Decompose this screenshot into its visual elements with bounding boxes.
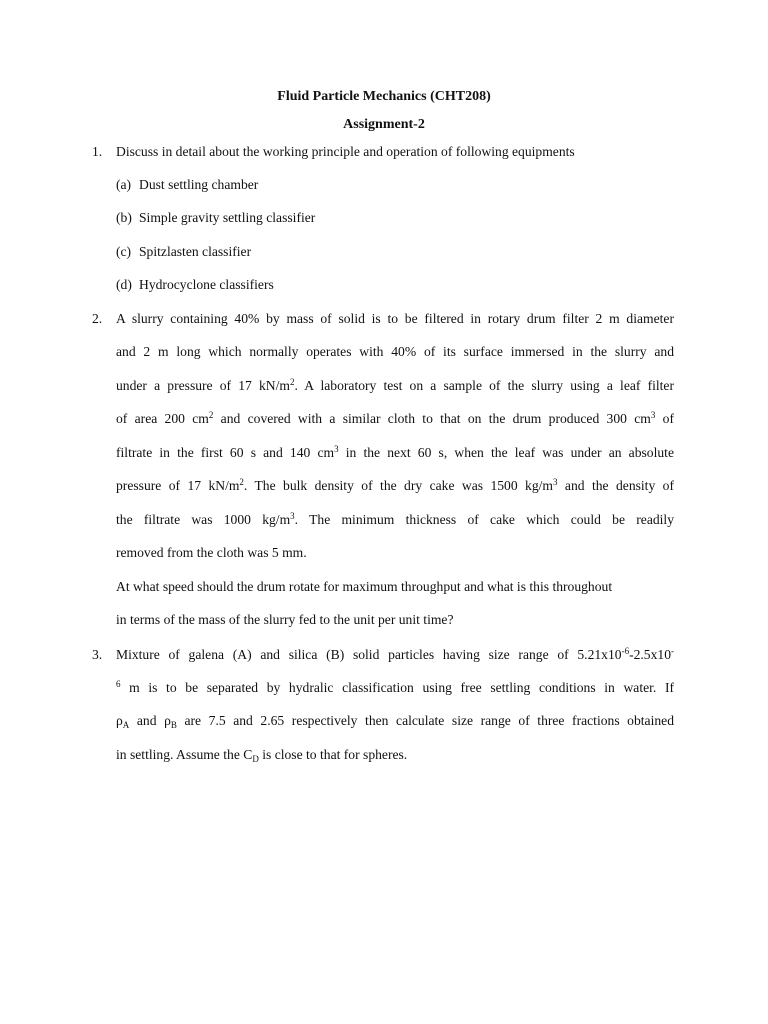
item-text: Hydrocyclone classifiers [139,277,274,292]
superscript: 2 [289,377,295,387]
superscript: -6 [621,646,630,656]
question-3-line-2 [116,679,674,697]
superscript: 6 [116,679,121,689]
superscript: 3 [334,444,339,454]
superscript: 3 [650,410,656,420]
text-run: m is to be separated by hydralic classification using free settling conditions in water. If [120,680,674,695]
text-run: of [655,411,674,426]
course-title: Fluid Particle Mechanics (CHT208) [277,89,491,104]
text-run: . The minimum thickness of cake which could be readily [294,512,674,527]
item-label: (a) [116,177,132,192]
question-3-line-4 [116,746,407,764]
item-label: (d) [116,277,132,292]
question-2-line-9: At what speed should the drum rotate for maximum throughput and what is this throughout [116,579,613,594]
text-run: is close to that for spheres. [258,747,408,762]
question-2-line-8: removed from the cloth was 5 mm. [116,545,307,560]
text-run: ρ [116,713,123,728]
question-2-line-7 [116,511,674,529]
text-run: in settling. Assume the C [116,747,253,762]
text-run: . The bulk density of the dry cake was 1500 kg/m [243,478,554,493]
text-run: of area 200 cm [116,411,209,426]
question-2-line-3 [116,377,674,395]
question-3-line-1 [116,646,674,664]
superscript: 3 [553,477,558,487]
text-run: Mixture of galena (A) and silica (B) solid particles having size range of 5.21x10 [116,647,622,662]
question-1-number: 1. [92,144,103,159]
superscript: 2 [208,410,214,420]
item-text: Spitzlasten classifier [139,244,252,259]
subscript: A [122,720,130,730]
question-2-line-5 [116,444,674,462]
subscript: B [170,720,177,730]
superscript: 2 [239,477,244,487]
text-run: -2.5x10 [629,647,671,662]
text-run: pressure of 17 kN/m [116,478,240,493]
question-3-number: 3. [92,647,103,662]
assignment-title: Assignment-2 [343,117,425,132]
text-run: . A laboratory test on a sample of the slurry using a leaf filter [294,378,674,393]
question-2-line-4 [116,410,674,428]
question-2-line-10: in terms of the mass of the slurry fed to the unit per unit time? [116,612,454,627]
item-text: Dust settling chamber [139,177,259,192]
item-label: (b) [116,210,132,225]
question-2-number: 2. [92,311,103,326]
text-run: the filtrate was 1000 kg/m [116,512,291,527]
superscript: - [671,646,674,656]
text-run: and covered with a similar cloth to that on the drum produced 300 cm [213,411,651,426]
item-label: (c) [116,244,132,259]
question-3-line-3 [116,712,674,730]
question-2-line-1: A slurry containing 40% by mass of solid is to be filtered in rotary drum filter 2 m diameter [116,311,674,326]
text-run: and ρ [129,713,171,728]
question-2-line-2: and 2 m long which normally operates with 40% of its surface immersed in the slurry and [116,344,674,359]
text-run: in the next 60 s, when the leaf was under an absolute [338,445,674,460]
text-run: and the density of [557,478,674,493]
text-run: filtrate in the first 60 s and 140 cm [116,445,335,460]
superscript: 3 [290,511,295,521]
question-1-text: Discuss in detail about the working principle and operation of following equipments [116,144,575,159]
text-run: under a pressure of 17 kN/m [116,378,290,393]
text-run: are 7.5 and 2.65 respectively then calculate size range of three fractions obtained [176,713,674,728]
item-text: Simple gravity settling classifier [139,210,316,225]
question-2-line-6 [116,477,674,495]
subscript: D [252,754,259,764]
